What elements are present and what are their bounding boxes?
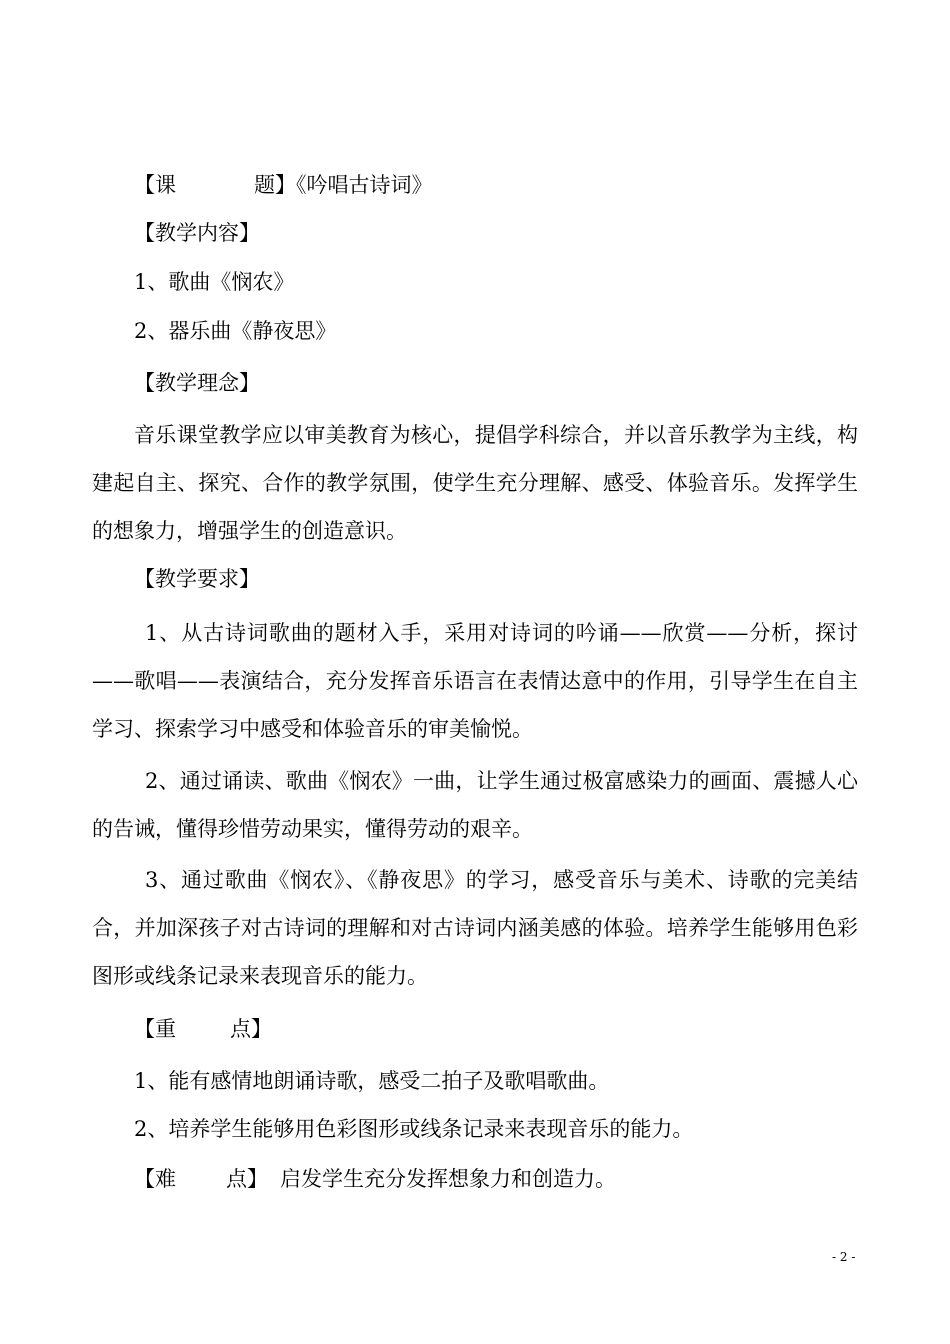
content-item-2: 2、器乐曲《静夜思》 — [134, 319, 337, 343]
page-number: - 2 - — [832, 1250, 856, 1264]
difficulty-char2: 点 — [226, 1167, 247, 1191]
difficulty-text: 启发学生充分发挥想象力和创造力。 — [280, 1167, 616, 1191]
requirement-item-3: 3、通过歌曲《悯农》、《静夜思》的学习，感受音乐与美术、诗歌的完美结合，并加深孩子对古诗词的理解和对古诗词内涵美感的体验。培养学生能够用色彩图形或线条记录来表现音乐的能力。 — [92, 868, 858, 988]
requirement-item-2: 2、通过诵读、歌曲《悯农》一曲，让学生通过极富感染力的画面、震撼人心的告诫，懂得珍惜劳动果实，懂得劳动的艰辛。 — [92, 769, 858, 841]
topic-bracket-close: 】 — [275, 173, 296, 197]
content-heading: 【教学内容】 — [134, 221, 260, 245]
key-points-bracket-open: 【 — [134, 1017, 155, 1041]
content-item-1: 1、歌曲《悯农》 — [134, 270, 295, 294]
key-points-char1: 重 — [155, 1017, 176, 1041]
difficulty-char1: 难 — [155, 1167, 176, 1191]
requirements-heading: 【教学要求】 — [134, 567, 260, 591]
difficulty-bracket-open: 【 — [134, 1167, 155, 1191]
key-points-bracket-close: 】 — [251, 1017, 272, 1041]
concept-paragraph: 音乐课堂教学应以审美教育为核心，提倡学科综合，并以音乐教学为主线，构建起自主、探究、合作的教学氛围，使学生充分理解、感受、体验音乐。发挥学生的想象力，增强学生的创造意识。 — [92, 423, 858, 543]
difficulty-line — [134, 1164, 616, 1194]
topic-bracket-open: 【 — [134, 173, 155, 197]
topic-line — [134, 170, 433, 200]
key-point-item-1: 1、能有感情地朗诵诗歌，感受二拍子及歌唱歌曲。 — [134, 1069, 610, 1093]
topic-label-char1: 课 — [155, 173, 176, 197]
topic-label-char2: 题 — [254, 173, 275, 197]
key-points-char2: 点 — [230, 1017, 251, 1041]
difficulty-bracket-close: 】 — [247, 1167, 268, 1191]
concept-heading: 【教学理念】 — [134, 371, 260, 395]
requirement-item-1: 1、从古诗词歌曲的题材入手，采用对诗词的吟诵——欣赏——分析，探讨——歌唱——表演结合，充分发挥音乐语言在表情达意中的作用，引导学生在自主学习、探索学习中感受和体验音乐的审美愉悦。 — [92, 621, 858, 741]
topic-title: 《吟唱古诗词》 — [296, 173, 433, 197]
key-point-item-2: 2、培养学生能够用色彩图形或线条记录来表现音乐的能力。 — [134, 1117, 694, 1141]
key-points-heading — [134, 1014, 272, 1044]
